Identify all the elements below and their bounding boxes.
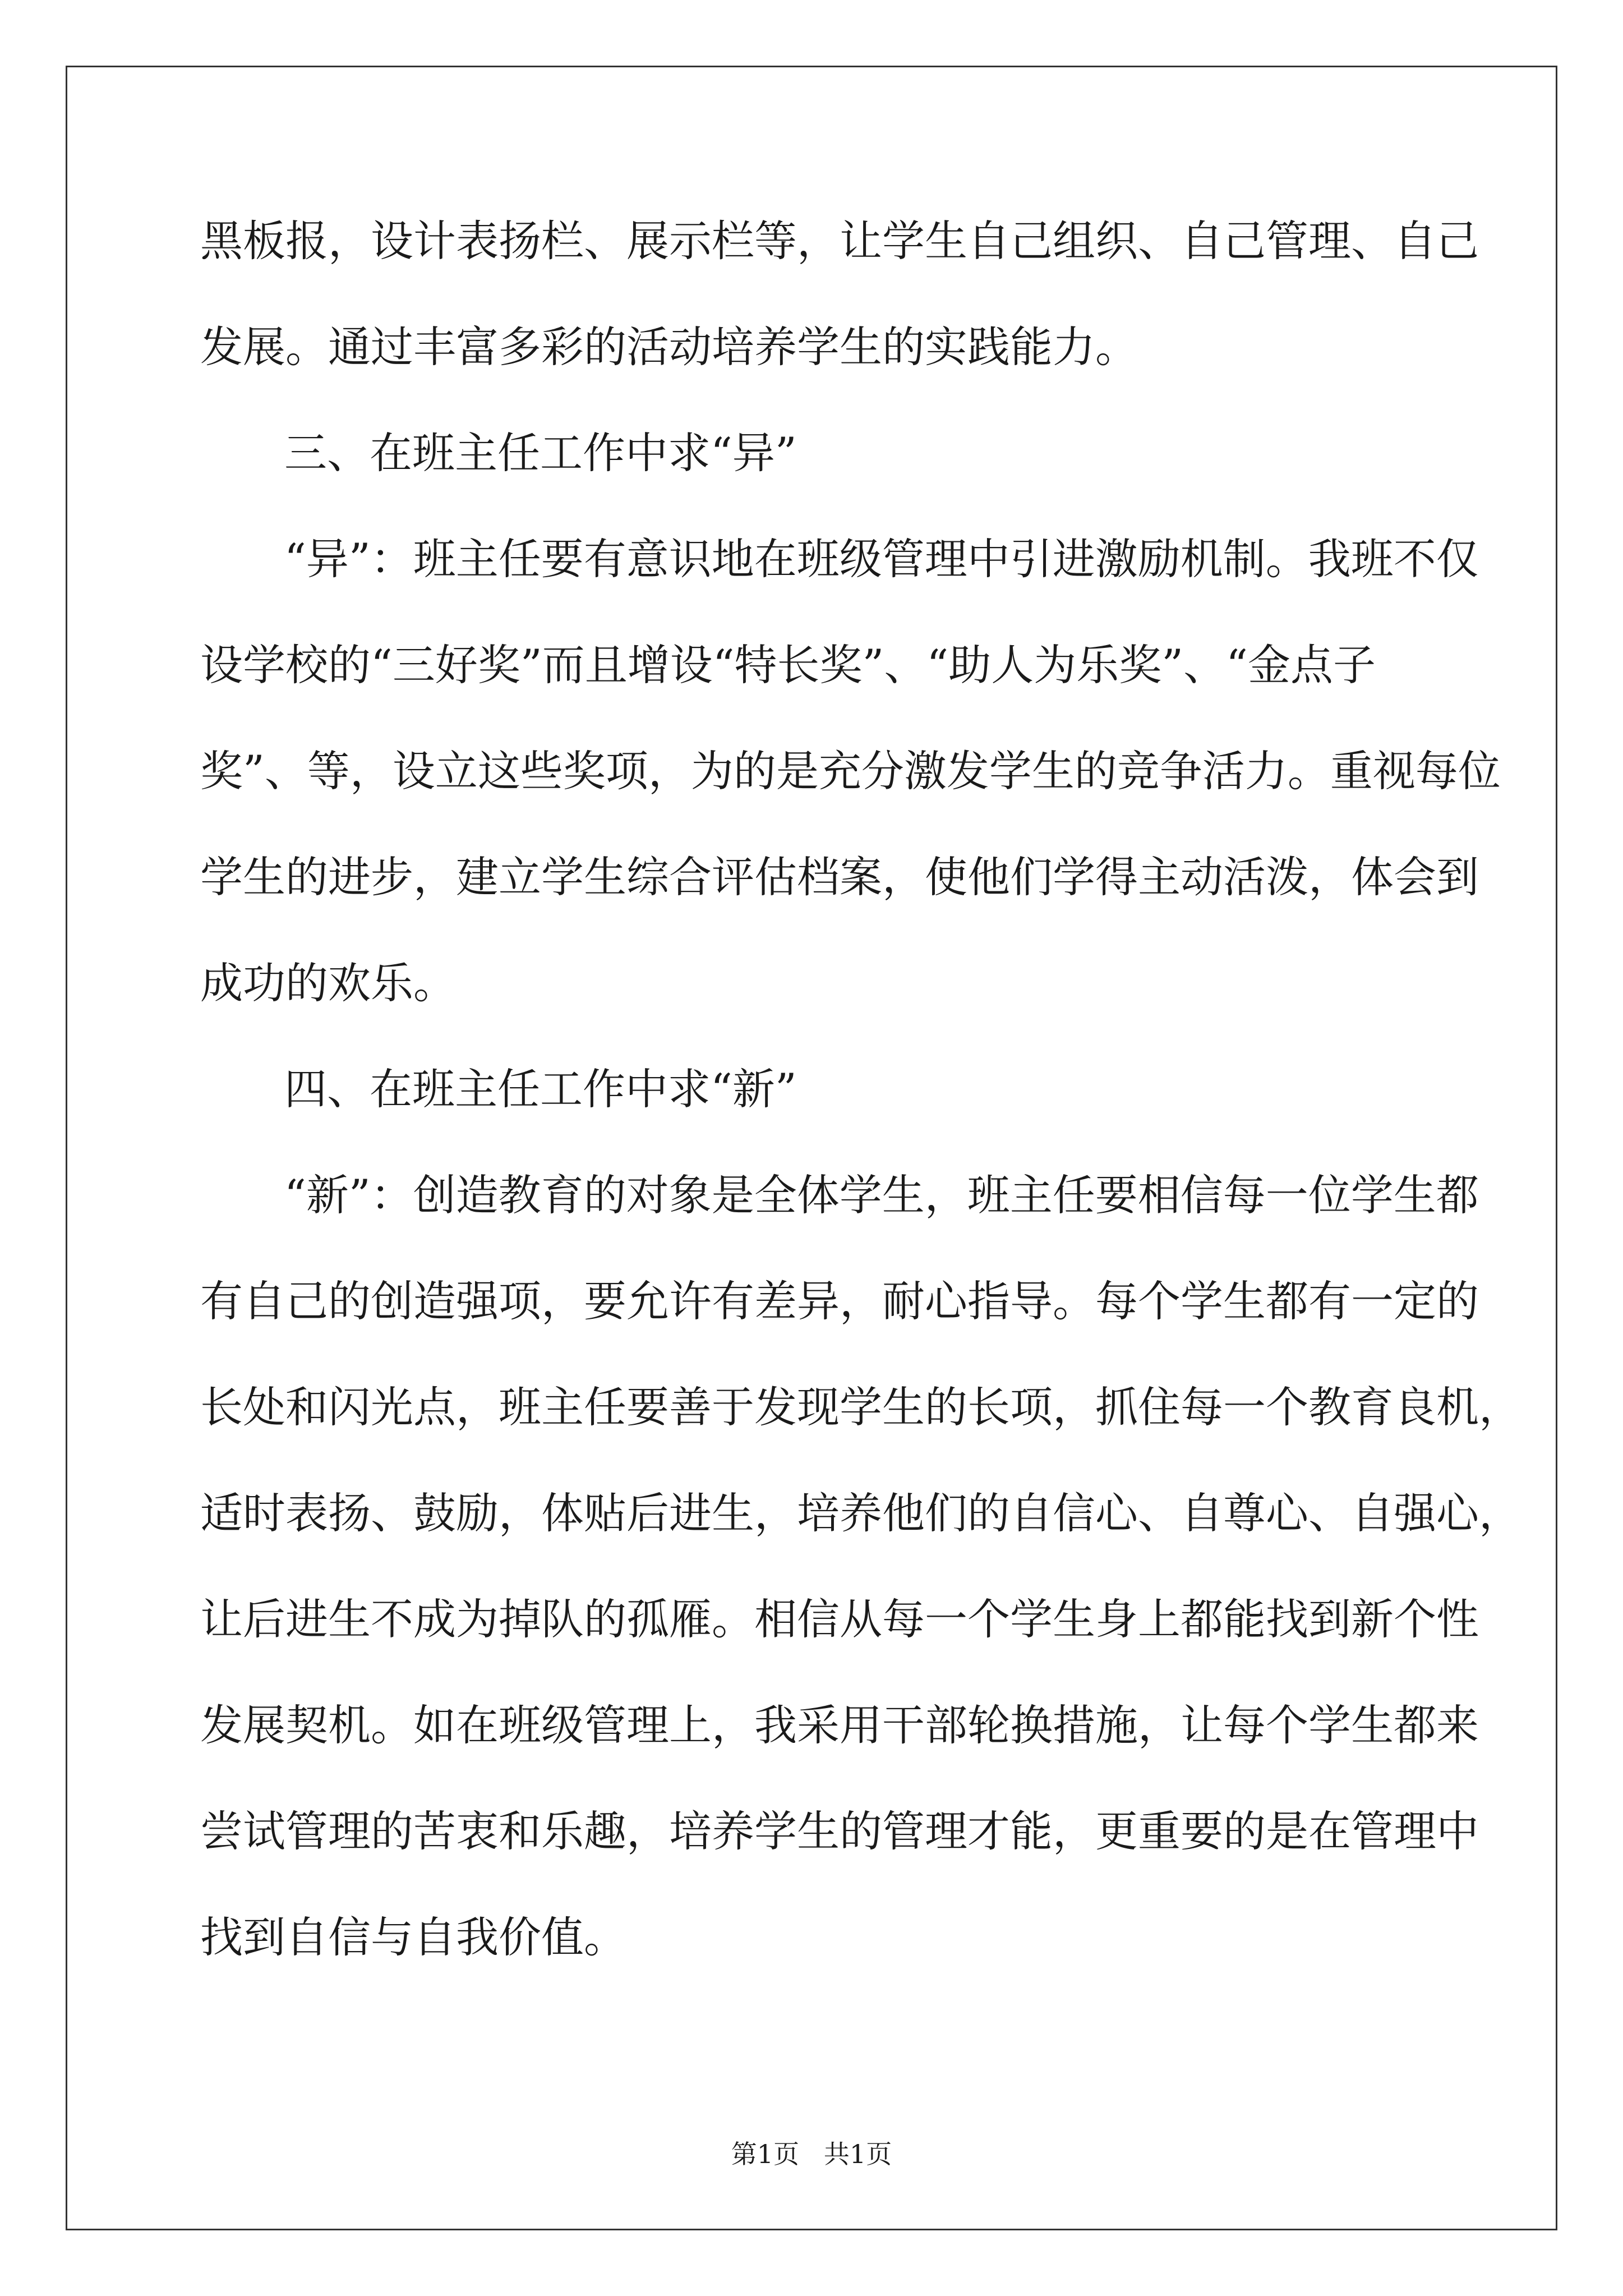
text-line: 适时表扬、鼓励，体贴后进生，培养他们的自信心、自尊心、自强心， [200,1488,1521,1538]
text-line: 黑板报，设计表扬栏、展示栏等，让学生自己组织、自己管理、自己 [200,216,1479,266]
page-border [66,66,1557,2230]
text-line: 设学校的“三好奖”而且增设“特长奖”、“助人为乐奖”、“金点子 [200,640,1376,690]
text-line: 长处和闪光点，班主任要善于发现学生的长项，抓住每一个教育良机， [200,1382,1521,1432]
text-line: 发展。通过丰富多彩的活动培养学生的实践能力。 [200,322,1138,372]
text-line: 奖”、等，设立这些奖项，为的是充分激发学生的竞争活力。重视每位 [200,746,1501,796]
section-heading: 三、在班主任工作中求“异” [284,428,797,478]
text-line: 有自己的创造强项，要允许有差异，耐心指导。每个学生都有一定的 [200,1276,1479,1326]
text-line: 学生的进步，建立学生综合评估档案，使他们学得主动活泼，体会到 [200,852,1479,902]
text-line: 尝试管理的苦衷和乐趣，培养学生的管理才能，更重要的是在管理中 [200,1806,1479,1856]
text-line: 成功的欢乐。 [200,958,456,1008]
text-line: 找到自信与自我价值。 [200,1912,626,1962]
text-line: 让后进生不成为掉队的孤雁。相信从每一个学生身上都能找到新个性 [200,1594,1479,1644]
page-footer: 第1页 共1页 [731,2139,892,2169]
section-heading: 四、在班主任工作中求“新” [284,1064,797,1114]
text-line: “异”：班主任要有意识地在班级管理中引进激励机制。我班不仅 [284,534,1479,584]
text-line: “新”：创造教育的对象是全体学生，班主任要相信每一位学生都 [284,1170,1479,1220]
text-line: 发展契机。如在班级管理上，我采用干部轮换措施，让每个学生都来 [200,1700,1479,1750]
